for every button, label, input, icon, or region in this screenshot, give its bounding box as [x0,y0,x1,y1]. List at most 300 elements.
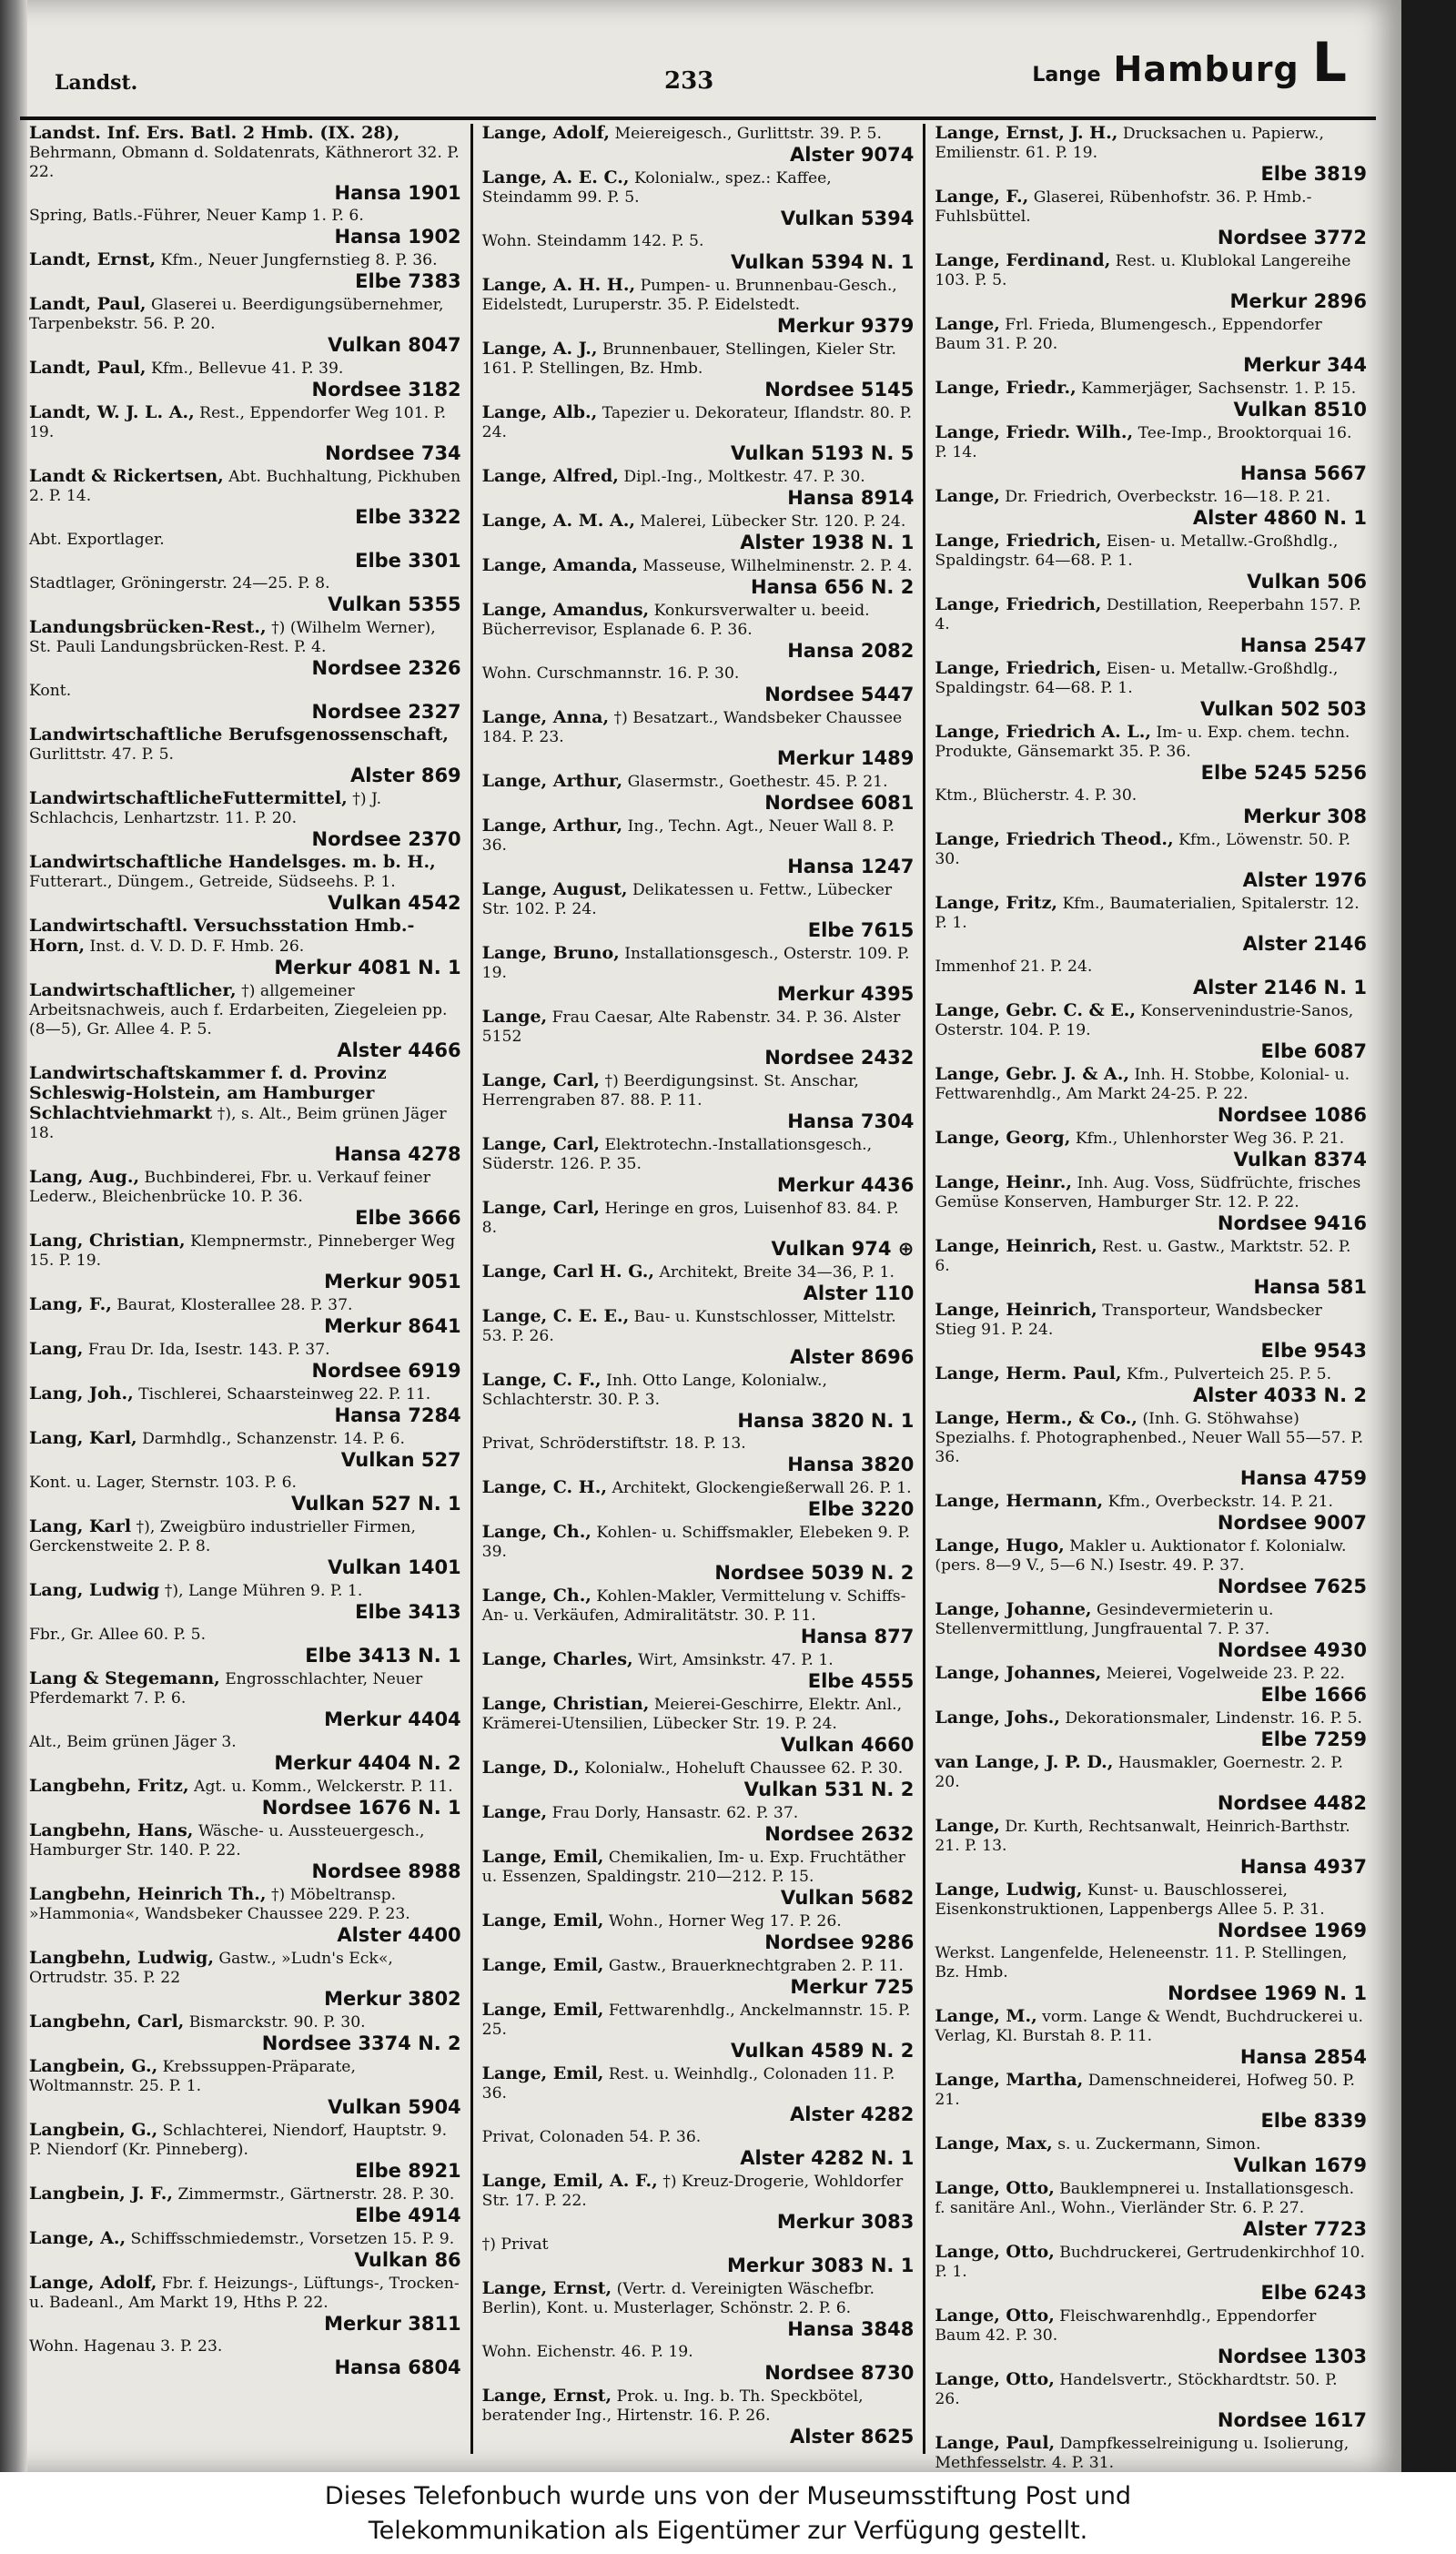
entry-phone-number: Elbe 8921 [355,2160,461,2182]
directory-entry [29,1340,461,1382]
entry-phone-number: Alster 4400 [337,1924,461,1946]
directory-entry [482,2064,915,2125]
entry-details: Kfm., Uhlenhorster Weg 36. P. 21. [1075,1130,1345,1148]
entry-name: van Lange, J. P. D., [935,1752,1114,1772]
directory-entry [935,487,1367,529]
entry-name: Lange, A. J., [481,339,598,359]
entry-details: Gastw., »Ludn's Eck«, Ortrudstr. 35. P. 22 [29,1950,393,1987]
entry-details: Kohlen- u. Schiffsmakler, Elebeken 9. P. 39. [481,1524,910,1561]
directory-entry [29,917,461,978]
entry-name: Lange, Ludwig, [935,1880,1083,1900]
entry-name: Lange, Emil, [481,2000,604,2020]
entry-name: Lange, Gebr. J. & A., [935,1064,1130,1084]
directory-entry [482,2128,915,2169]
entry-phone-number: Hansa 7304 [787,1110,915,1132]
entry-name: Lange, Heinrich, [935,1236,1097,1256]
entry-name: Lang, Ludwig [29,1580,160,1600]
entry-phone-number: Elbe 4555 [807,1670,915,1692]
directory-entry [482,168,915,229]
listing-column-2 [470,124,924,2454]
directory-entry [482,1008,915,1069]
entry-phone-number: Vulkan 1401 [328,1556,461,1578]
entry-name: Lange, Friedrich, [935,594,1102,614]
entry-details: Klempnermstr., Pinneberger Weg 15. P. 19. [29,1232,456,1270]
entry-phone-number: Nordsee 8988 [311,1860,461,1882]
entry-details: †) J. Schlachcis, Lenhartzstr. 11. P. 20. [29,790,382,827]
entry-details: Elektrotechn.-Installationsgesch., Süderstr. 126. P. 35. [481,1136,873,1173]
entry-name: Lange, Arthur, [481,771,623,791]
entry-phone-number: Vulkan 4660 [780,1734,915,1756]
entry-name: Langbehn, Heinrich Th., [29,1884,267,1904]
directory-entry [935,1880,1367,1941]
directory-entry [29,1733,461,1774]
entry-name: Lange, Amandus, [481,600,650,620]
directory-entry [29,2184,461,2226]
entry-name: Lange, Hermann, [935,1491,1104,1511]
entry-name: Lange, [935,1816,1000,1836]
entry-phone-number: Elbe 1666 [1260,1684,1368,1706]
entry-phone-number: Nordsee 9286 [764,1931,915,1953]
entry-details: Darmhdlg., Schanzenstr. 14. P. 6. [142,1430,405,1448]
entry-phone-number: Nordsee 3772 [1217,227,1368,248]
entry-details: Destillation, Reeperbahn 157. P. 4. [935,596,1361,633]
directory-entry [935,1708,1367,1750]
entry-phone-number: Alster 1976 [1242,869,1368,891]
entry-phone-number: Merkur 2896 [1229,290,1368,312]
entry-phone-number: Elbe 3220 [807,1498,915,1520]
entry-name: Lange, Alb., [481,402,598,422]
entry-name: Lange, Amanda, [481,555,638,575]
directory-entry [935,124,1367,185]
entry-details: Stadtlager, Gröningerstr. 24—25. P. 8. [29,574,330,593]
entry-details: Privat, Colonaden 54. P. 36. [481,2128,702,2146]
entry-phone-number: Nordsee 4930 [1217,1639,1368,1661]
entry-phone-number: Hansa 877 [800,1626,915,1647]
directory-entry [935,2007,1367,2068]
entry-phone-number: Nordsee 8730 [764,2362,915,2384]
directory-entry [935,723,1367,784]
entry-name: Landwirtschaftskammer f. d. Provinz Schleswig-Holstein, am Hamburger Schlachtviehmarkt [29,1063,387,1123]
directory-entry [29,295,461,356]
entry-phone-number: Merkur 4404 N. 2 [274,1752,461,1774]
entry-phone-number: Hansa 581 [1253,1276,1368,1298]
entry-phone-number: Vulkan 4542 [328,892,461,914]
entry-name: Lange, Max, [935,2133,1053,2154]
entry-details: Baurat, Klosterallee 28. P. 37. [116,1296,353,1314]
entry-name: Lange, Friedrich, [935,531,1102,551]
directory-entry [482,276,915,337]
entry-phone-number: Nordsee 2632 [764,1823,915,1845]
directory-entry [482,467,915,509]
entry-name: Lange, Johanne, [935,1599,1092,1619]
entry-phone-number: Alster 2146 [1242,933,1368,955]
entry-name: Landwirtschaftliche Berufsgenossenschaft, [29,725,449,745]
entry-details: Kfm., Overbeckstr. 14. P. 21. [1107,1493,1334,1511]
entry-name: Landt, Paul, [29,294,147,314]
entry-details: Architekt, Glockengießerwall 26. P. 1. [612,1479,912,1497]
directory-entry [482,2172,915,2233]
entry-phone-number: Hansa 7284 [334,1404,461,1426]
entry-details: Wirt, Amsinkstr. 47. P. 1. [638,1651,834,1669]
entry-name: Lange, Emil, [481,1955,604,1975]
entry-details: Gastw., Brauerknechtgraben 2. P. 11. [608,1957,904,1975]
entry-name: Landwirtschaftlicher, [29,980,237,1000]
entry-phone-number: Vulkan 8047 [328,334,461,356]
entry-details: Schlachterei, Niendorf, Hauptstr. 9. P. Niendorf (Kr. Pinneberg). [29,2122,448,2159]
directory-entry [935,1492,1367,1534]
entry-phone-number: Hansa 4937 [1239,1856,1368,1878]
entry-details: Schiffsschmiedemstr., Vorsetzen 15. P. 9. [130,2230,455,2248]
entry-name: Lange, Carl, [481,1070,601,1090]
entry-name: Landt, Paul, [29,358,147,378]
entry-phone-number: Hansa 3820 [787,1454,915,1475]
directory-entry [29,1821,461,1882]
entry-details: Abt. Buchhaltung, Pickhuben 2. P. 14. [29,468,461,505]
header-rule [20,117,1376,120]
directory-entry [29,618,461,679]
entry-phone-number: Nordsee 1617 [1217,2409,1368,2431]
entry-phone-number: Hansa 2854 [1239,2046,1368,2068]
entry-details: †) Beerdigungsinst. St. Anschar, Herrengraben 87. 88. P. 11. [481,1072,859,1110]
entry-phone-number: Vulkan 527 N. 1 [290,1493,461,1515]
entry-name: Lange, Emil, [481,1847,604,1867]
entry-name: Lange, Ferdinand, [935,250,1111,270]
directory-entry [29,682,461,723]
directory-entry [935,659,1367,720]
directory-entry [29,1064,461,1165]
directory-entry [482,1758,915,1800]
entry-details: Futterart., Düngem., Getreide, Südseehs. P. 1. [29,873,396,891]
directory-entry [935,532,1367,593]
entry-details: Drucksachen u. Papierw., Emilienstr. 61. P. 19. [935,125,1324,162]
entry-name: Langbein, J. F., [29,2184,173,2204]
entry-name: Lange, Otto, [935,2242,1055,2262]
entry-details: Inst. d. V. D. D. F. Hmb. 26. [89,937,305,956]
entry-phone-number: Hansa 3848 [787,2318,915,2340]
entry-details: Brunnenbauer, Stellingen, Kieler Str. 161. P. Stellingen, Bz. Hmb. [481,340,896,378]
entry-phone-number: Merkur 9051 [324,1271,461,1292]
entry-name: Lange, Ernst, J. H., [935,123,1118,143]
entry-phone-number: Elbe 3413 N. 1 [305,1645,461,1667]
entry-details: Frau Caesar, Alte Rabenstr. 34. P. 36. Alster 5152 [481,1008,901,1046]
entry-details: Fbr., Gr. Allee 60. P. 5. [29,1626,207,1644]
entry-phone-number: Vulkan 8374 [1233,1149,1368,1171]
entry-name: Lang, [29,1339,84,1359]
entry-name: Landt, W. J. L. A., [29,402,195,422]
directory-entry [29,1517,461,1578]
entry-details: Rest. u. Klublokal Langereihe 103. P. 5. [935,252,1351,289]
entry-name: Lang, Aug., [29,1167,140,1187]
directory-entry [935,251,1367,312]
entry-phone-number: Vulkan 5904 [328,2096,461,2118]
entry-name: Lange, Hugo, [935,1535,1065,1556]
entry-phone-number: Nordsee 1676 N. 1 [261,1797,461,1819]
directory-entry [29,2229,461,2271]
entry-details: Inh. Aug. Voss, Südfrüchte, frisches Gemüse Konserven, Hamburger Str. 12. P. 22. [935,1174,1361,1211]
entry-phone-number: Nordsee 5145 [764,379,915,400]
entry-name: Lange, C. F., [481,1370,602,1390]
entry-details: Eisen- u. Metallw.-Großhdlg., Spaldingstr. 64—68. P. 1. [935,532,1339,570]
directory-entry [935,1600,1367,1661]
entry-phone-number: Nordsee 2326 [311,657,461,679]
entry-details: Meierei-Geschirre, Elektr. Anl., Krämerei-Utensilien, Lübecker Str. 19. P. 24. [481,1696,903,1733]
entry-name: Lange, [481,1802,548,1822]
directory-entry [29,1429,461,1471]
directory-entry [482,1586,915,1647]
entry-name: Lange, Ernst, [481,2278,612,2298]
entry-details: Kolonialw., Hoheluft Chaussee 62. P. 30. [584,1759,904,1778]
entry-name: Landt & Rickertsen, [29,466,224,486]
entry-phone-number: Hansa 1902 [334,226,461,248]
entry-phone-number: Alster 4282 N. 1 [740,2147,915,2169]
entry-phone-number: Merkur 308 [1243,806,1368,827]
entry-details: Kohlen-Makler, Vermittelung v. Schiffs-An- u. Verkäufen, Admiralitätstr. 30. P. 11. [481,1587,906,1625]
entry-details: (Inh. G. Stöhwahse) Spezialhs. f. Photographenbed., Neuer Wall 55—57. P. 36. [935,1410,1364,1466]
directory-entry [482,1199,915,1260]
header-guide-word-right: Lange [1032,64,1101,86]
entry-name: LandwirtschaftlicheFuttermittel, [29,788,348,808]
entry-details: s. u. Zuckermann, Simon. [1057,2135,1261,2154]
directory-entry [935,830,1367,891]
entry-phone-number: Alster 110 [803,1282,915,1304]
entry-name: Lang, Joh., [29,1383,134,1404]
directory-entry [935,1364,1367,1406]
entry-details: †) (Wilhelm Werner), St. Pauli Landungsbrücken-Rest. P. 4. [29,619,436,656]
entry-details: Kont. u. Lager, Sternstr. 103. P. 6. [29,1474,297,1492]
footer-line-1: Dieses Telefonbuch wurde uns von der Museumsstiftung Post und [324,2482,1132,2510]
entry-phone-number: Merkur 8641 [324,1315,461,1337]
entry-phone-number: Vulkan 5394 N. 1 [731,251,915,273]
entry-name: Lange, Charles, [481,1649,633,1669]
entry-details: Dampfkesselreinigung u. Isolierung, Methfesselstr. 4. P. 31. [935,2435,1350,2472]
listing-columns [20,123,1376,2472]
entry-details: Wohn., Horner Weg 17. P. 26. [608,1912,842,1931]
entry-name: Lang & Stegemann, [29,1668,220,1688]
entry-phone-number: Merkur 4436 [776,1174,915,1196]
entry-name: Lange, Ch., [481,1522,592,1542]
entry-phone-number: Vulkan 5355 [328,593,461,615]
entry-phone-number: Elbe 7615 [807,919,915,941]
entry-details: †) Besatzart., Wandsbeker Chaussee 184. P. 23. [481,709,903,746]
directory-entry [482,232,915,273]
entry-phone-number: Hansa 1247 [787,856,915,877]
entry-details: Kfm., Bellevue 41. P. 39. [150,360,344,378]
entry-phone-number: Nordsee 9416 [1217,1212,1368,1234]
entry-name: Langbein, G., [29,2056,158,2076]
entry-details: Masseuse, Wilhelminenstr. 2. P. 4. [642,557,913,575]
entry-phone-number: Hansa 1901 [334,182,461,204]
directory-entry [29,1669,461,1730]
entry-name: Lange, Otto, [935,2306,1055,2326]
directory-entry [29,359,461,400]
header-letter: L [1311,31,1347,95]
directory-entry [482,772,915,814]
directory-entry [29,2337,461,2378]
directory-entry [935,1173,1367,1234]
directory-entry [482,1307,915,1368]
entry-phone-number: Nordsee 2370 [311,828,461,850]
entry-details: Kolonialw., spez.: Kaffee, Steindamm 99. P. 5. [481,169,832,207]
directory-entry [482,1262,915,1304]
entry-name: Lange, Herm., & Co., [935,1408,1138,1428]
directory-entry [29,1231,461,1292]
entry-details: Meiereigesch., Gurlittstr. 39. P. 5. [614,125,882,143]
entry-details: Zimmermstr., Gärtnerstr. 28. P. 30. [177,2185,455,2204]
entry-phone-number: Nordsee 5039 N. 2 [714,1562,915,1584]
entry-phone-number: Nordsee 3182 [311,379,461,400]
entry-details: Bismarckstr. 90. P. 30. [188,2013,366,2032]
directory-entry [935,2243,1367,2304]
entry-details: Alt., Beim grünen Jäger 3. [29,1733,237,1751]
directory-entry [482,1695,915,1756]
entry-details: Tischlerei, Schaarsteinweg 22. P. 11. [138,1385,431,1404]
directory-entry [29,124,461,204]
entry-phone-number: Hansa 8914 [787,487,915,509]
directory-entry [935,1753,1367,1814]
entry-details: Werkst. Langenfelde, Heleneenstr. 11. P. Stellingen, Bz. Hmb. [935,1944,1348,1981]
entry-name: Lange, Heinrich, [935,1300,1097,1320]
entry-name: Lange, Christian, [481,1694,650,1714]
entry-name: Lange, A., [29,2228,126,2248]
entry-phone-number: Hansa 656 N. 2 [751,576,915,598]
entry-details: Installationsgesch., Osterstr. 109. P. 19. [481,945,910,982]
directory-entry [29,467,461,528]
entry-phone-number: Vulkan 5682 [780,1887,915,1909]
directory-entry [29,1626,461,1667]
entry-name: Landwirtschaftliche Handelsges. m. b. H., [29,852,436,872]
entry-name: Landwirtschaftl. Versuchsstation Hmb.-Horn, [29,916,415,956]
entry-phone-number: Nordsee 6919 [311,1360,461,1382]
directory-entry [482,2279,915,2340]
entry-name: Lange, Adolf, [29,2273,157,2293]
directory-entry [482,2001,915,2062]
entry-phone-number: Elbe 6087 [1260,1040,1368,1062]
entry-details: Kammerjäger, Sachsenstr. 1. P. 15. [1081,380,1357,398]
entry-details: Fbr. f. Heizungs-, Lüftungs-, Trocken- u. Badeanl., Am Markt 19, Hths P. 22. [29,2275,460,2312]
entry-name: Lange, Alfred, [481,466,619,486]
entry-name: Lange, A. E. C., [481,167,630,187]
directory-entry [482,512,915,553]
entry-phone-number: Vulkan 527 [340,1449,461,1471]
entry-phone-number: Alster 8696 [789,1346,915,1368]
directory-entry [935,1944,1367,2004]
entry-details: vorm. Lange & Wendt, Buchdruckerei u. Verlag, Kl. Burstah 8. P. 11. [935,2008,1363,2045]
footer-line-2: Telekommunikation als Eigentümer zur Verfügung gestellt. [368,2517,1088,2545]
directory-entry [482,2387,915,2448]
directory-entry [482,340,915,400]
entry-phone-number: Vulkan 5394 [780,208,915,229]
entry-details: Kfm., Löwenstr. 50. P. 30. [935,831,1351,868]
entry-phone-number: Elbe 3413 [355,1601,461,1623]
directory-entry [935,595,1367,656]
entry-details: Prok. u. Ing. b. Th. Speckbötel, beratender Ing., Hirtenstr. 16. P. 26. [481,2387,864,2425]
entry-phone-number: Nordsee 1969 N. 1 [1168,1982,1368,2004]
directory-entry [29,1295,461,1337]
entry-name: Lange, A. M. A., [481,511,635,531]
directory-entry [935,1301,1367,1362]
entry-details: Eisen- u. Metallw.-Großhdlg., Spaldingstr. 64—68. P. 1. [935,660,1339,697]
entry-details: Kunst- u. Bauschlosserei, Eisenkonstruktionen, Lappenbergs Allee 5. P. 31. [935,1881,1325,1919]
entry-phone-number: Merkur 3083 [776,2211,915,2233]
entry-phone-number: Elbe 5245 5256 [1200,762,1368,784]
entry-details: Konservenindustrie-Sanos, Osterstr. 104. P. 19. [935,1002,1354,1039]
entry-details: Dekorationsmaler, Lindenstr. 16. P. 5. [1065,1709,1363,1728]
entry-phone-number: Merkur 725 [790,1976,915,1998]
entry-phone-number: Vulkan 974 ⊕ [771,1238,915,1260]
entry-details: Immenhof 21. P. 24. [935,958,1093,976]
entry-name: Lang, Christian, [29,1231,186,1251]
entry-details: Gesindevermieterin u. Stellenvermittlung, Jungfrauental 7. P. 37. [935,1601,1274,1638]
directory-entry [935,1129,1367,1171]
entry-details: †) Möbeltransp. »Hammonia«, Wandsbeker Chaussee 229. P. 23. [29,1886,410,1923]
entry-details: †) allgemeiner Arbeitsnachweis, auch f. Erdarbeiten, Ziegeleien pp. (8—5), Gr. Allee 4. P. 5. [29,982,448,1039]
entry-details: Inh. Otto Lange, Kolonialw., Schlachterstr. 30. P. 3. [481,1372,827,1409]
entry-phone-number: Alster 7723 [1242,2218,1368,2240]
entry-details: Meierei, Vogelweide 23. P. 22. [1106,1665,1345,1683]
entry-details: Ktm., Blücherstr. 4. P. 30. [935,786,1138,805]
directory-entry [935,2134,1367,2176]
entry-phone-number: Hansa 5667 [1239,462,1368,484]
entry-phone-number: Elbe 3301 [355,550,461,572]
entry-phone-number: Merkur 9379 [776,315,915,337]
entry-phone-number: Hansa 6804 [334,2356,461,2378]
directory-entry [482,880,915,941]
entry-details: Glaserei, Rübenhofstr. 36. P. Hmb.-Fuhlsbüttel. [935,188,1312,226]
entry-phone-number: Elbe 6243 [1260,2282,1368,2304]
entry-phone-number: Merkur 344 [1243,354,1368,376]
entry-name: Lange, August, [481,879,628,899]
entry-phone-number: Elbe 7259 [1260,1728,1368,1750]
directory-entry [482,1650,915,1692]
entry-phone-number: Nordsee 1969 [1217,1920,1368,1941]
entry-details: Kfm., Neuer Jungfernstieg 8. P. 36. [160,251,438,269]
entry-name: Langbein, G., [29,2120,158,2140]
directory-entry [29,2274,461,2335]
directory-entry [482,944,915,1005]
entry-phone-number: Nordsee 734 [325,442,461,464]
directory-entry [29,2057,461,2118]
directory-entry [482,403,915,464]
entry-phone-number: Elbe 4914 [355,2204,461,2226]
entry-name: Lange, Carl, [481,1134,601,1154]
entry-details: Glasermstr., Goethestr. 45. P. 21. [627,773,888,791]
directory-entry [935,423,1367,484]
entry-phone-number: Nordsee 4482 [1217,1792,1368,1814]
entry-name: Lange, Friedrich Theod., [935,829,1174,849]
entry-name: Lange, [935,486,1000,506]
entry-details: Krebssuppen-Präparate, Woltmannstr. 25. P. 1. [29,2058,356,2095]
entry-details: Dipl.-Ing., Moltkestr. 47. P. 30. [623,468,865,486]
entry-phone-number: Merkur 1489 [776,747,915,769]
directory-entry [935,1664,1367,1706]
directory-entry [482,816,915,877]
entry-details: Handelsvertr., Stöckhardtstr. 50. P. 26. [935,2371,1338,2408]
directory-entry [29,853,461,914]
entry-phone-number: Alster 869 [349,765,461,786]
entry-phone-number: Nordsee 1303 [1217,2346,1368,2367]
entry-name: Lang, Karl [29,1516,132,1536]
entry-name: Lange, [935,314,1000,334]
entry-phone-number: Nordsee 2327 [311,701,461,723]
entry-name: Lange, Friedrich, [935,658,1102,678]
entry-details: †), s. Alt., Beim grünen Jäger 18. [29,1105,447,1142]
entry-phone-number: Elbe 3819 [1260,163,1368,185]
directory-entry [29,531,461,572]
entry-details: Bauklempnerei u. Installationsgesch. f. sanitäre Anl., Wohn., Vierländer Str. 6. P. 27. [935,2180,1355,2217]
entry-details: Wohn. Eichenstr. 46. P. 19. [481,2343,693,2361]
entry-name: Lange, Friedr. Wilh., [935,422,1134,442]
entry-details: Fettwarenhdlg., Anckelmannstr. 15. P. 25. [481,2002,911,2039]
